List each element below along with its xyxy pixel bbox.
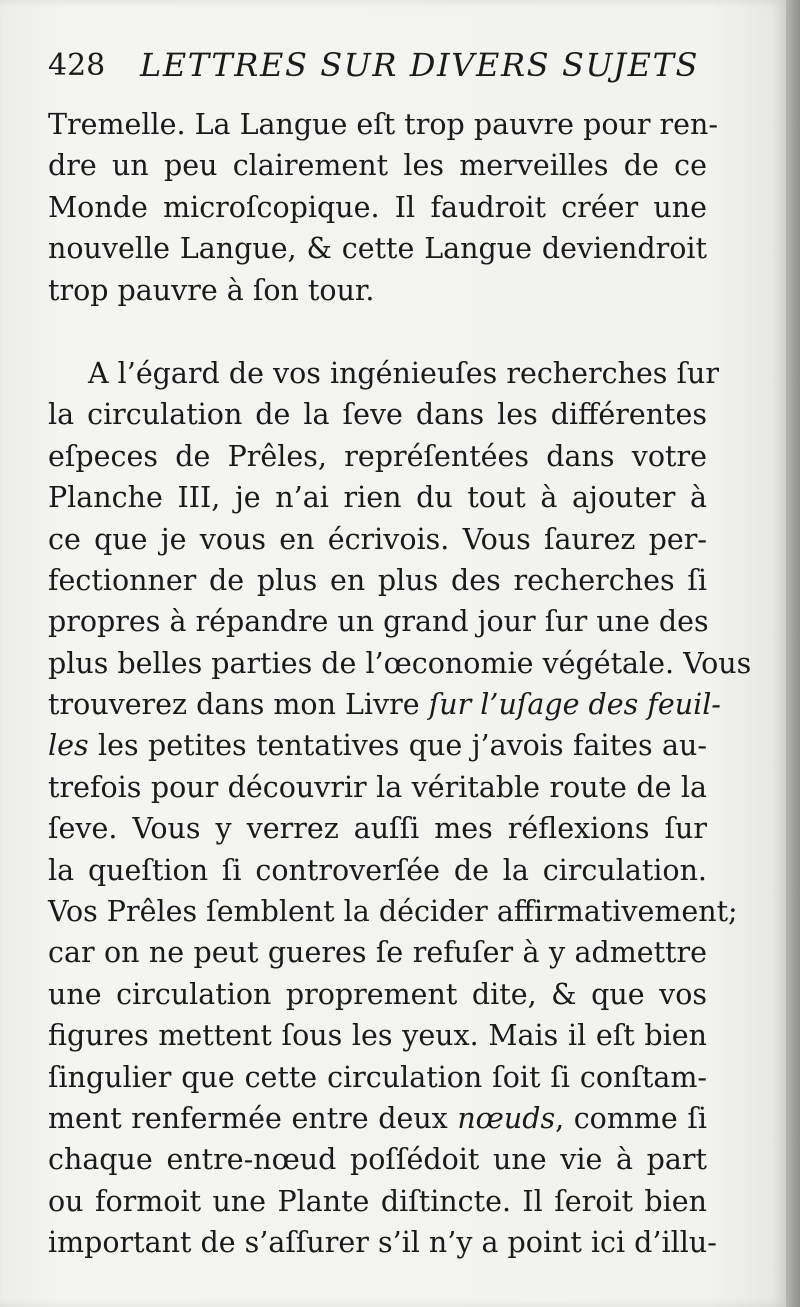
- running-head: LETTRES SUR DIVERS SUJETS: [140, 46, 700, 84]
- text-line: une circulation proprement dite, & que vos: [48, 977, 707, 1011]
- text-line: la circulation de la ſeve dans les différentes: [48, 398, 707, 432]
- text-line: Vos Prêles ſemblent la décider affirmativement;: [48, 895, 738, 929]
- text-line: Monde microſcopique. Il faudroit créer une: [48, 190, 707, 224]
- text-line: ſingulier que cette circulation ſoit ſi conſtam-: [48, 1060, 707, 1094]
- text-line: trefois pour découvrir la véritable route de la: [48, 770, 707, 804]
- text-line: ou formoit une Plante diſtincte. Il ſeroit bien: [48, 1184, 707, 1218]
- text-line: important de s’aſſurer s’il n’y a point ici d’illu-: [48, 1226, 717, 1260]
- text-line: ſeve. Vous y verrez auſſi mes réflexions ſur: [48, 812, 707, 846]
- italic-title: les: [48, 729, 89, 763]
- text-line: fectionner de plus en plus des recherches ſi: [48, 563, 707, 597]
- text-line: A l’égard de vos ingénieuſes recherches ſur: [88, 356, 720, 390]
- text-line: dre un peu clairement les merveilles de ce: [48, 149, 707, 183]
- paragraph-gap: [48, 311, 707, 353]
- text-line: figures mettent ſous les yeux. Mais il eſt bien: [48, 1019, 707, 1053]
- italic-title: ſur l’uſage des feuil-: [428, 688, 721, 722]
- text-line: trop pauvre à ſon tour.: [48, 273, 375, 307]
- text-line: propres à répandre un grand jour ſur une des: [48, 605, 709, 639]
- text-line: ce que je vous en écrivois. Vous ſaurez per-: [48, 522, 707, 556]
- text-line: trouverez dans mon Livre ſur l’uſage des feuil-: [48, 688, 721, 722]
- body-text: [48, 104, 752, 1264]
- text-line: plus belles parties de l’œconomie végétale. Vous: [48, 646, 752, 680]
- text-line: les les petites tentatives que j’avois faites au-: [48, 729, 707, 763]
- paragraph-1: [48, 104, 719, 311]
- text-line: nouvelle Langue, & cette Langue deviendroit: [48, 232, 707, 266]
- paragraph-2: [48, 353, 752, 1264]
- italic-word: nœuds: [457, 1101, 556, 1135]
- text-line: eſpeces de Prêles, repréſentées dans votre: [48, 439, 707, 473]
- page-header: [48, 42, 708, 92]
- page-edge-shadow: [786, 0, 800, 1307]
- text-line: Planche III, je n’ai rien du tout à ajouter à: [48, 481, 707, 515]
- text-line: chaque entre-nœud poſſédoit une vie à part: [48, 1143, 707, 1177]
- text-line: ment renfermée entre deux nœuds, comme ſi: [48, 1101, 707, 1135]
- text-line: la queſtion ſi controverſée de la circulation.: [48, 853, 707, 887]
- text-line: car on ne peut gueres ſe refuſer à y admettre: [48, 936, 707, 970]
- page-number: 428: [48, 48, 106, 83]
- text-line: Tremelle. La Langue eſt trop pauvre pour ren-: [48, 108, 719, 141]
